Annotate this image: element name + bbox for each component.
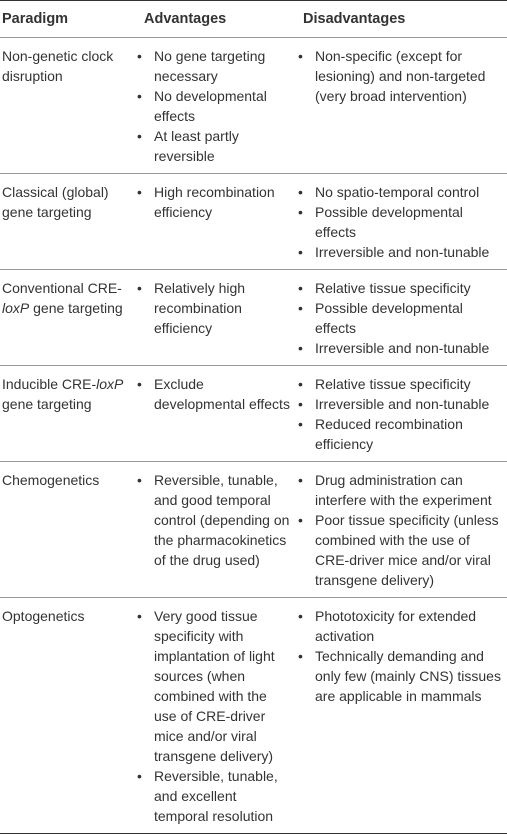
paradigm-cell: Inducible CRE-loxP gene targeting [0, 366, 132, 462]
bullet-icon: • [137, 184, 142, 200]
bullet-icon: • [137, 376, 142, 392]
header-advantages: Advantages [132, 1, 296, 38]
paradigm-cell: Classical (global) gene targeting [0, 174, 132, 270]
list-item: • High recombination efficiency [137, 184, 275, 220]
paradigm-cell: Conventional CRE-loxP gene targeting [0, 270, 132, 366]
list-item: • Relatively high recombination efficiency [137, 280, 246, 336]
bullet-icon: • [298, 376, 303, 392]
list-item: • Possible developmental effects [298, 204, 463, 240]
advantages-cell [132, 462, 296, 598]
disadvantages-cell [296, 270, 507, 366]
paradigm-cell: Chemogenetics [0, 462, 132, 598]
advantages-cell [132, 366, 296, 462]
list-item: • Phototoxicity for extended activation [298, 608, 477, 644]
advantages-cell [132, 38, 296, 174]
list-item: • Reversible, tunable, and good temporal control (depending on the pharmacokinetics of the drug used) [137, 472, 290, 568]
bullet-icon: • [137, 48, 142, 64]
bullet-icon: • [298, 204, 303, 220]
bullet-icon: • [298, 512, 303, 528]
list-item: • Irreversible and non-tunable [298, 340, 490, 356]
advantages-cell [132, 598, 296, 834]
list-item: • Exclude developmental effects [137, 376, 290, 412]
bullet-icon: • [137, 88, 142, 104]
disadvantages-cell [296, 38, 507, 174]
list-item: • No spatio-temporal control [298, 184, 480, 200]
bullet-icon: • [298, 280, 303, 296]
bullet-icon: • [137, 472, 142, 488]
list-item: • Non-specific (except for lesioning) and non-targeted (very broad intervention) [298, 48, 486, 104]
bullet-icon: • [298, 608, 303, 624]
bullet-icon: • [298, 300, 303, 316]
disadvantages-cell [296, 174, 507, 270]
list-item: • Technically demanding and only few (mainly CNS) tissues are applicable in mammals [298, 648, 501, 704]
paradigm-cell: Optogenetics [0, 598, 132, 834]
disadvantages-cell [296, 462, 507, 598]
table-row [0, 366, 507, 462]
header-row [0, 1, 507, 38]
list-item: • At least partly reversible [137, 128, 239, 164]
list-item: • Irreversible and non-tunable [298, 396, 490, 412]
list-item: • Poor tissue specificity (unless combined with the use of CRE-driver mice and/or viral transgene delivery) [298, 512, 499, 588]
list-item: • Drug administration can interfere with the experiment [298, 472, 492, 508]
bullet-icon: • [298, 648, 303, 664]
table-row [0, 270, 507, 366]
list-item: • Irreversible and non-tunable [298, 244, 490, 260]
bullet-icon: • [137, 128, 142, 144]
header-paradigm: Paradigm [0, 1, 132, 38]
advantages-cell [132, 174, 296, 270]
bullet-icon: • [298, 340, 303, 356]
bullet-icon: • [298, 184, 303, 200]
list-item: • No developmental effects [137, 88, 267, 124]
header-disadvantages: Disadvantages [296, 1, 507, 38]
table-row [0, 174, 507, 270]
paradigm-cell: Non-genetic clock disruption [0, 38, 132, 174]
bullet-icon: • [298, 416, 303, 432]
bullet-icon: • [298, 396, 303, 412]
table-row [0, 462, 507, 598]
advantages-cell [132, 270, 296, 366]
list-item: • Reduced recombination efficiency [298, 416, 463, 452]
table-row [0, 598, 507, 834]
bullet-icon: • [298, 472, 303, 488]
bullet-icon: • [137, 280, 142, 296]
bullet-icon: • [137, 768, 142, 784]
list-item: • Reversible, tunable, and excellent temporal resolution [137, 768, 278, 824]
bullet-icon: • [298, 48, 303, 64]
list-item: • Very good tissue specificity with implantation of light sources (when combined with the use of CRE-driver mice and/or viral transgene delivery) [137, 608, 275, 764]
bullet-icon: • [137, 608, 142, 624]
disadvantages-cell [296, 598, 507, 834]
table-row [0, 38, 507, 174]
list-item: • Possible developmental effects [298, 300, 463, 336]
list-item: • No gene targeting necessary [137, 48, 266, 84]
bullet-icon: • [298, 244, 303, 260]
list-item: • Relative tissue specificity [298, 280, 471, 296]
disadvantages-cell [296, 366, 507, 462]
list-item: • Relative tissue specificity [298, 376, 471, 392]
